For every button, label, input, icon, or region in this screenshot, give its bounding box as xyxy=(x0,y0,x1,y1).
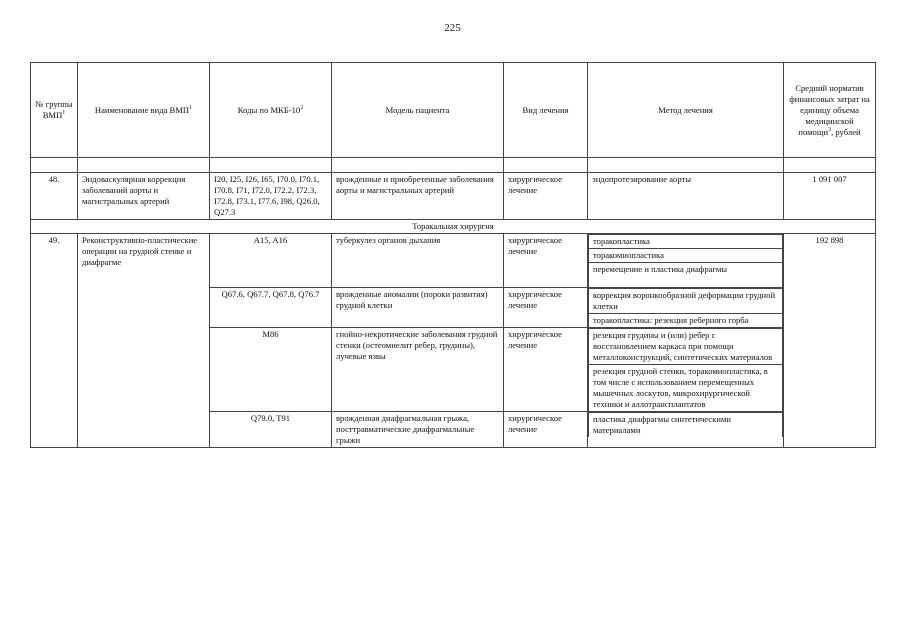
header-vmp-name: Наименование вида ВМП$^1$ xyxy=(78,63,210,158)
treatment-methods xyxy=(588,328,784,412)
treatment-type: хирургическое лечение xyxy=(504,234,588,288)
icd-codes: Q67.6, Q67.7, Q67.8, Q76.7 xyxy=(210,288,332,328)
treatment-method: коррекция воронкообразной деформации грудной клетки xyxy=(589,289,783,314)
patient-model: гнойно-некротические заболевания грудной стенки (остеомиелит ребер, грудины), лучевые язвы xyxy=(332,328,504,412)
vmp-name: Реконструктивно-пластические операции на грудной стенке и диафрагме xyxy=(78,234,210,448)
vmp-table xyxy=(30,62,876,448)
page-number: 225 xyxy=(444,22,461,34)
treatment-methods xyxy=(588,288,784,328)
treatment-type: хирургическое лечение xyxy=(504,328,588,412)
header-treatment-type: Вид лечения xyxy=(504,63,588,158)
icd-codes: A15, A16 xyxy=(210,234,332,288)
group-number: 49. xyxy=(31,234,78,448)
treatment-method: перемещение и пластика диафрагмы xyxy=(589,263,783,288)
table-row-48 xyxy=(31,173,876,220)
header-row xyxy=(31,63,876,158)
table-row-49 xyxy=(31,234,876,288)
header-patient-model: Модель пациента xyxy=(332,63,504,158)
header-average-cost: Средний норматив финансовых затрат на единицу объема медицинской помощи$^3$, рублей xyxy=(784,63,876,158)
header-group-number: № группы ВМП$^1$ xyxy=(31,63,78,158)
header-icd-codes: Коды по МКБ-$10^2$ xyxy=(210,63,332,158)
treatment-method: пластика диафрагмы синтетическими материалами xyxy=(589,413,783,438)
treatment-type: хирургическое лечение xyxy=(504,412,588,448)
section-row xyxy=(31,220,876,234)
treatment-method: торакопластика: резекция реберного горба xyxy=(589,314,783,328)
treatment-methods xyxy=(588,234,784,288)
treatment-methods xyxy=(588,412,784,448)
icd-codes: Q79.0, T91 xyxy=(210,412,332,448)
patient-model: врожденная диафрагмальная грыжа, посттравматические диафрагмальные грыжи xyxy=(332,412,504,448)
average-cost: 192 898 xyxy=(784,234,876,448)
header-treatment-method: Метод лечения xyxy=(588,63,784,158)
patient-model: врожденные и приобретенные заболевания аорты и магистральных артерий xyxy=(332,173,504,220)
patient-model: врожденные аномалии (пороки развития) грудной клетки xyxy=(332,288,504,328)
average-cost: 1 091 007 xyxy=(784,173,876,220)
treatment-method: эндопротезирование аорты xyxy=(588,173,784,220)
vmp-name: Эндоваскулярная коррекция заболеваний аорты и магистральных артерий xyxy=(78,173,210,220)
icd-codes: M86 xyxy=(210,328,332,412)
patient-model: туберкулез органов дыхания xyxy=(332,234,504,288)
group-number: 48. xyxy=(31,173,78,220)
treatment-method: торакопластика xyxy=(589,235,783,249)
section-title: Торакальная хирургия xyxy=(31,220,876,234)
treatment-method: резекция грудины и (или) ребер с восстановлением каркаса при помощи металлоконструкций, синтетических материалов xyxy=(589,329,783,365)
treatment-method: резекция грудной стенки, торакомиопластика, в том числе с использованием перемещенных мышечных лоскутов, микрохирургической техники и аллотрансплантатов xyxy=(589,365,783,412)
treatment-type: хирургическое лечение xyxy=(504,173,588,220)
treatment-method: торакомиопластика xyxy=(589,249,783,263)
empty-row xyxy=(31,158,876,173)
icd-codes: I20, I25, I26, I65, I70.0, I70.1, I70.8, I71, I72.0, I72.2, I72.3, I72.8, I73.1, I77.6, I98, Q26.0, Q27.3 xyxy=(210,173,332,220)
treatment-type: хирургическое лечение xyxy=(504,288,588,328)
